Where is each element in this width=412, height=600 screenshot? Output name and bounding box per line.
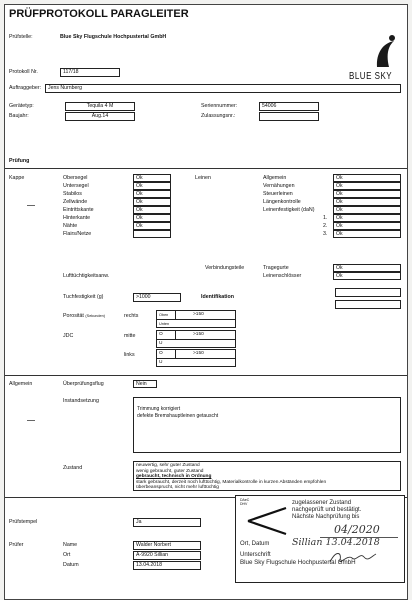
lufttuechtigkeit-label: Lufttüchtigkeitsanw. <box>63 273 110 279</box>
identifikation-field[interactable] <box>335 300 401 309</box>
geraetetyp-field[interactable]: Tequila 4 M <box>65 102 135 111</box>
kappe-item-label: Stabilos <box>63 191 82 197</box>
leinen-label: Leinen <box>195 175 211 181</box>
zustand-field <box>133 461 401 491</box>
grid-line <box>175 331 176 339</box>
margin-tick <box>27 420 35 421</box>
kappe-item-value[interactable]: Ok <box>133 182 171 190</box>
pruefstelle-label: Prüfstelle: <box>9 34 33 40</box>
kappe-item-label: Untersegel <box>63 183 89 189</box>
ueberpruefungsflug-field[interactable]: Nein <box>133 380 157 388</box>
leinen-item-value[interactable]: Ok <box>333 190 401 198</box>
stamp-ort-label: Ort, Datum <box>240 541 270 547</box>
protokoll-label: Protokoll Nr. <box>9 69 38 75</box>
leinen-item-label: 3. <box>323 231 328 237</box>
leinen-item-value[interactable]: Ok <box>333 206 401 214</box>
leinenschloesser-label: Leinenschlösser <box>263 273 302 279</box>
stamp-due-date: 04/2020 <box>334 523 380 536</box>
identifikation-label: Identifikation <box>201 294 234 300</box>
kappe-item-label: Nähte <box>63 223 78 229</box>
kappe-item-label: Eintrittskante <box>63 207 94 213</box>
grid-line <box>157 358 235 359</box>
divider <box>5 168 407 169</box>
zustand-option-selected[interactable]: gebraucht, technisch in Ordnung <box>136 474 212 479</box>
leinen-item-value[interactable]: Ok <box>333 230 401 238</box>
zustand-label: Zustand <box>63 465 83 471</box>
oben-value[interactable]: >150 <box>193 351 204 356</box>
leinen-item-value[interactable]: Ok <box>333 214 401 222</box>
inspection-stamp <box>235 495 405 583</box>
kappe-item-value[interactable]: Ok <box>133 174 171 182</box>
stamp-small-text: DAeC DHV <box>240 498 250 506</box>
porositaet-row-label: mitte <box>124 333 136 339</box>
instandsetzung-line: Trimmung korrigiert <box>137 406 181 412</box>
oben-cell: O <box>159 332 163 337</box>
pruefer-ort-label: Ort <box>63 552 71 558</box>
oben-value[interactable]: >150 <box>193 312 204 317</box>
porositaet-row-label: links <box>124 352 135 358</box>
pruefstempel-field[interactable]: Ja <box>133 518 201 527</box>
leinen-item-value[interactable]: Ok <box>333 182 401 190</box>
grid-line <box>175 350 176 358</box>
stamp-line: nachgeprüft und bestätigt. <box>292 507 362 513</box>
verbindungsteile-label: Verbindungsteile <box>205 265 245 271</box>
kappe-item-value[interactable]: Ok <box>133 214 171 222</box>
pruefstempel-label: Prüfstempel <box>9 519 38 525</box>
pruefer-name-label: Name <box>63 542 78 548</box>
tragegurte-value[interactable]: Ok <box>333 264 401 272</box>
geraetetyp-label: Gerätetyp: <box>9 103 34 109</box>
pruefer-ort-field[interactable]: A-9920 Sillian <box>133 551 201 560</box>
instandsetzung-line: defekte Bremshauptleinen getauscht <box>137 413 219 419</box>
porositaet-grid <box>156 349 236 367</box>
kappe-item-value[interactable] <box>133 230 171 238</box>
jdc-label: JDC <box>63 333 74 339</box>
pruefstelle-value: Blue Sky Flugschule Hochpustertal GmbH <box>60 34 167 40</box>
divider <box>5 375 407 376</box>
pruefer-label: Prüfer <box>9 542 24 548</box>
leinen-item-label: Längenkontrolle <box>263 199 301 205</box>
stamp-ort-value: Sillian 13.04.2018 <box>292 537 380 548</box>
protocol-sheet <box>4 4 408 600</box>
seriennummer-label: Seriennummer: <box>201 103 238 109</box>
seriennummer-field[interactable]: 54006 <box>259 102 319 111</box>
porositaet-row-label: rechts <box>124 313 139 319</box>
auftraggeber-label: Auftraggeber: <box>9 85 42 91</box>
oben-value[interactable]: >150 <box>193 332 204 337</box>
leinen-item-value[interactable]: Ok <box>333 222 401 230</box>
baujahr-label: Baujahr: <box>9 113 29 119</box>
leinen-item-label: Leinenfestigkeit (daN) <box>263 207 315 213</box>
pruefer-datum-field[interactable]: 13.04.2018 <box>133 561 201 570</box>
pruefer-datum-label: Datum <box>63 562 79 568</box>
tragegurte-label: Tragegurte <box>263 265 289 271</box>
stamp-glider-icon <box>246 506 290 541</box>
oben-cell: O <box>159 351 163 356</box>
porositaet-grid <box>156 330 236 348</box>
porositaet-grid <box>156 310 236 328</box>
margin-tick <box>27 205 35 206</box>
kappe-label: Kappe <box>9 175 25 181</box>
leinen-item-label: Vernähungen <box>263 183 295 189</box>
grid-line <box>157 319 235 320</box>
auftraggeber-field[interactable]: Jens Nurnberg <box>45 84 401 93</box>
zulassungsnr-label: Zulassungsnr.: <box>201 113 236 119</box>
instandsetzung-field[interactable] <box>133 397 401 453</box>
unten-cell: Unten <box>159 322 170 326</box>
logo-text: BLUE SKY <box>349 69 393 82</box>
kappe-item-label: Hinterkante <box>63 215 91 221</box>
unten-cell: U <box>159 360 163 365</box>
identifikation-field[interactable] <box>335 288 401 297</box>
protokoll-field[interactable]: 117/18 <box>60 68 120 77</box>
zustand-option[interactable]: neuwertig, sehr guter Zustand <box>136 463 200 468</box>
leinen-item-value[interactable]: Ok <box>333 174 401 182</box>
leinen-item-label: 2. <box>323 223 328 229</box>
instandsetzung-label: Instandsetzung <box>63 398 99 404</box>
baujahr-field[interactable]: Aug.14 <box>65 112 135 121</box>
allgemein-label: Allgemein <box>9 381 33 387</box>
kappe-item-label: Zellwände <box>63 199 88 205</box>
stamp-company: Blue Sky Flugschule Hochpustertal GmbH <box>240 559 356 566</box>
zulassungsnr-field[interactable] <box>259 112 319 121</box>
zustand-option[interactable]: wenig gebraucht, guter Zustand <box>136 468 204 474</box>
kappe-item-label: Flairs/Netze <box>63 231 92 237</box>
kappe-item-value[interactable]: Ok <box>133 190 171 198</box>
leinen-item-label: Allgemein <box>263 175 287 181</box>
leinenschloesser-value[interactable]: Ok <box>333 272 401 280</box>
kappe-item-value[interactable]: Ok <box>133 198 171 206</box>
leinen-item-value[interactable]: Ok <box>333 198 401 206</box>
zustand-option[interactable]: überbeansprucht, nicht mehr lufttüchtig <box>136 485 219 490</box>
pruefung-heading: Prüfung <box>9 158 30 164</box>
ueberpruefungsflug-label: Überprüfungsflug <box>63 381 104 387</box>
porositaet-label: Porosität (Sekunden) <box>63 313 106 319</box>
leinen-item-label: 1. <box>323 215 328 221</box>
tuchfestigkeit-field[interactable]: >1000 <box>133 293 181 302</box>
pruefer-name-field[interactable]: Walder Norbert <box>133 541 201 550</box>
stamp-line: Nächste Nachprüfung bis <box>292 514 360 520</box>
zustand-option[interactable]: stark gebraucht, derzeit noch lufttüchtig, Materialkontrolle in kurzen Abständen empfohlen <box>136 479 327 485</box>
oben-cell: Oben <box>159 313 169 317</box>
kappe-item-value[interactable]: Ok <box>133 222 171 230</box>
stamp-line: zugelassener Zustand <box>292 500 352 506</box>
leinen-item-label: Steuerleinen <box>263 191 293 197</box>
grid-line <box>175 311 176 319</box>
page-title: PRÜFPROTOKOLL PARAGLEITER <box>9 8 189 20</box>
grid-line <box>157 339 235 340</box>
kappe-item-label: Obersegel <box>63 175 88 181</box>
unten-cell: U <box>159 341 163 346</box>
stamp-unterschrift-label: Unterschrift <box>240 552 271 558</box>
tuchfestigkeit-label: Tuchfestigkeit (g) <box>63 294 104 300</box>
kappe-item-value[interactable]: Ok <box>133 206 171 214</box>
